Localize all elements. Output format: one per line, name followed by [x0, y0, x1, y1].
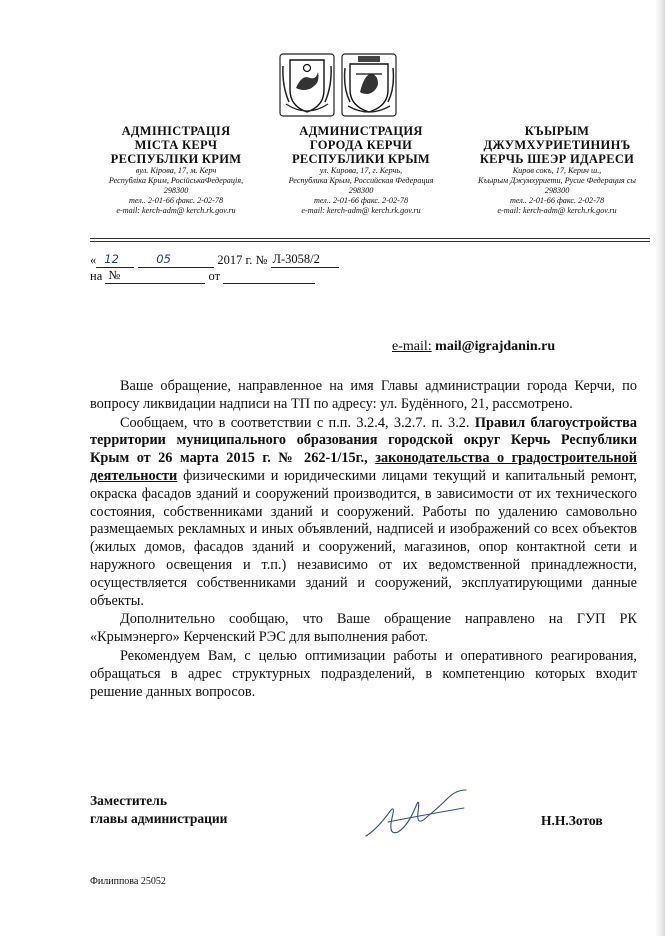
- reference-line-incoming: [90, 268, 315, 284]
- header-crh-title-1: КЪЫРЫМ: [524, 124, 590, 138]
- header-ru-title-1: АДМИНИСТРАЦИЯ: [299, 124, 423, 138]
- handwritten-month: 05: [156, 252, 171, 266]
- handwritten-signature: [358, 786, 478, 846]
- paragraph-2: [90, 415, 637, 611]
- signatory-name: Н.Н.Зотов: [541, 813, 603, 828]
- executor-note: Филиппова 25052: [90, 876, 166, 887]
- header-crh-title-3: КЕРЧЬ ШЕЭР ИДАРЕСИ: [479, 152, 635, 166]
- paragraph-4: Рекомендуем Вам, с целью оптимизации работы и оперативного реагирования, обращаться в адрес структурных подразделений, в компетенцию которых входит решение данных вопросов.: [90, 647, 637, 700]
- position-line-1: Заместитель: [90, 793, 167, 808]
- scan-edge-shadow: [655, 0, 665, 936]
- emblems: [278, 52, 398, 118]
- na-label: на: [90, 269, 103, 283]
- open-quote: «: [90, 253, 97, 267]
- header-ru-postcode: 298300: [348, 186, 374, 195]
- header-ru-title-2: ГОРОДА КЕРЧИ: [309, 138, 413, 152]
- kerch-coat-of-arms-icon: [340, 52, 398, 118]
- header-divider-thin: [90, 241, 650, 242]
- handwritten-day: 12: [104, 252, 119, 266]
- no-label: №: [108, 268, 121, 282]
- email-label: e-mail:: [392, 339, 432, 354]
- paragraph-2-end: физическими и юридическими лицами текущий и капитальный ремонт, окраска фасадов зданий и сооружений производится, в зависимости от их технического состояния, собственниками зданий и сооружений. Работы по удалению самовольно размещаемых рекламных и иных объявлений, надписей и изображений со всех объектов (жилых домов, фасадов зданий и сооружений, магазинов, опор контактной сети и наружного освещения и т.п.) независимо от их ведомственной принадлежности, осуществляется собственниками зданий и сооружений, эксплуатирующими данные объекты.: [90, 467, 637, 609]
- ot-label: от: [208, 269, 221, 283]
- header-ru-address-1: ул. Кирова, 17, г. Керчь,: [319, 166, 403, 175]
- letter-body: [90, 378, 637, 701]
- header-crh-phone: тел.. 2-01-66 факс. 2-02-78: [509, 196, 605, 205]
- header-ukrainian: [92, 124, 260, 216]
- header-ua-address-1: вул. Кірова, 17, м. Керч: [135, 166, 217, 175]
- header-crh-title-2: ДЖУМХУРИЕТИНИНЪ: [483, 138, 631, 152]
- paragraph-3: Дополнительно сообщаю, что Ваше обращение направлено на ГУП РК «Крымэнерго» Керченский РЭС для выполнения работ.: [90, 611, 637, 646]
- signatory-position: [90, 792, 227, 828]
- header-crh-address-1: Киров сокъ, 17, Керич ш.,: [512, 166, 602, 175]
- date-month-field: [138, 253, 214, 268]
- email-value: mail@igrajdanin.ru: [435, 339, 556, 354]
- outgoing-number-field: [271, 253, 339, 268]
- header-ru-phone: тел.. 2-01-66 факс. 2-02-78: [313, 196, 409, 205]
- header-ua-phone: тел.. 2-01-66 факс. 2-02-78: [128, 196, 224, 205]
- date-day-field: [96, 253, 134, 268]
- paragraph-2-rules-reference: Правил благоустройства территории муниципального образования городской округ Керчь Республики Крым от 26 марта 2015 г. № 262-1/15г.,: [90, 414, 637, 467]
- paragraph-1: Ваше обращение, направленное на имя Главы администрации города Керчи, по вопросу ликвидации надписи на ТП по адресу: ул. Будённого, 21, рассмотрено.: [90, 378, 637, 412]
- header-ru-title-3: РЕСПУБЛИКИ КРЫМ: [291, 152, 431, 166]
- position-line-2: главы администрации: [90, 811, 228, 826]
- header-divider-thick: [90, 238, 650, 239]
- header-russian: [268, 124, 454, 216]
- incoming-date-field: [223, 269, 315, 284]
- outgoing-number: Л-3058/2: [272, 252, 320, 266]
- header-crh-address-2: Къырым Джумхуриети, Русие Федерация сы: [478, 176, 636, 185]
- header-ru-address-2: Республика Крым, Российская Федерация: [288, 176, 434, 185]
- header-crh-postcode: 298300: [544, 186, 570, 195]
- paragraph-2-legislation-reference: законодательства о градостроительной деятельности: [90, 450, 637, 484]
- header-crimean-tatar: [462, 124, 652, 216]
- reference-line-date-number: [90, 252, 339, 268]
- header-ua-postcode: 298300: [163, 186, 189, 195]
- header-ru-email: e-mail: kerch-adm@ kerch.rk.gov.ru: [301, 206, 421, 215]
- header-crh-email: e-mail: kerch-adm@ kerch.rk.gov.ru: [497, 206, 617, 215]
- recipient-email: [392, 338, 555, 356]
- crimea-coat-of-arms-icon: [278, 52, 336, 118]
- incoming-number-field: [105, 269, 205, 284]
- header-ua-address-2: Республіка Крим, РосійськаФедерація,: [108, 176, 244, 185]
- header-ua-title-1: АДМІНІСТРАЦІЯ: [121, 124, 231, 138]
- header-ua-title-2: МІСТА КЕРЧ: [134, 138, 218, 152]
- paragraph-2-start: Сообщаем, что в соответствии с п.п. 3.2.4, 3.2.7. п. 3.2.: [120, 414, 470, 431]
- year-and-number-label: 2017 г. №: [217, 253, 268, 267]
- header-ua-title-3: РЕСПУБЛІКИ КРИМ: [110, 152, 242, 166]
- header-ua-email: e-mail: kerch-adm@ kerch.rk.gov.ru: [116, 206, 236, 215]
